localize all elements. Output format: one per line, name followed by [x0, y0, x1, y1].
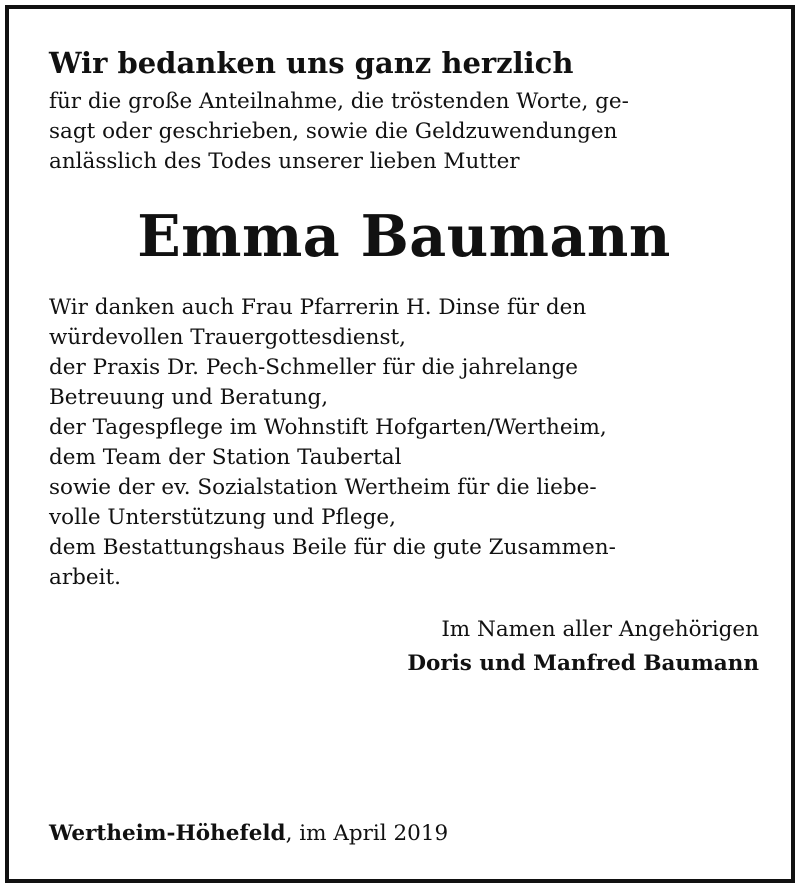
- signature-names: Doris und Manfred Baumann: [407, 651, 759, 676]
- thanks-line: volle Unterstützung und Pflege,: [49, 505, 396, 530]
- thanks-line: sowie der ev. Sozialstation Wertheim für die liebe-: [49, 475, 597, 500]
- thanks-line: Wir danken auch Frau Pfarrerin H. Dinse für den: [49, 295, 587, 320]
- date-text: , im April 2019: [285, 821, 449, 846]
- intro-line: sagt oder geschrieben, sowie die Geldzuwendungen: [49, 119, 618, 144]
- thanks-line: der Tagespflege im Wohnstift Hofgarten/Wertheim,: [49, 415, 607, 440]
- notice-content: [49, 45, 759, 681]
- thanks-line: arbeit.: [49, 565, 121, 590]
- thanks-line: dem Team der Station Taubertal: [49, 445, 402, 470]
- signature-on-behalf: Im Namen aller Angehörigen: [441, 617, 759, 642]
- intro-text: [49, 87, 759, 177]
- signature-block: [49, 613, 759, 681]
- deceased-name: Emma Baumann: [137, 203, 671, 270]
- place-date-line: [49, 819, 448, 849]
- thanks-text: [49, 293, 759, 593]
- notice-frame: [5, 5, 795, 883]
- intro-line: für die große Anteilnahme, die tröstenden Worte, ge-: [49, 89, 629, 114]
- thanks-line: der Praxis Dr. Pech-Schmeller für die jahrelange: [49, 355, 579, 380]
- thanks-line: Betreuung und Beratung,: [49, 385, 329, 410]
- notice-headline: Wir bedanken uns ganz herzlich: [49, 46, 574, 80]
- thanks-line: würdevollen Trauergottesdienst,: [49, 325, 407, 350]
- thanks-line: dem Bestattungshaus Beile für die gute Zusammen-: [49, 535, 616, 560]
- place-name: Wertheim-Höhefeld: [49, 821, 286, 846]
- intro-line: anlässlich des Todes unserer lieben Mutter: [49, 149, 520, 174]
